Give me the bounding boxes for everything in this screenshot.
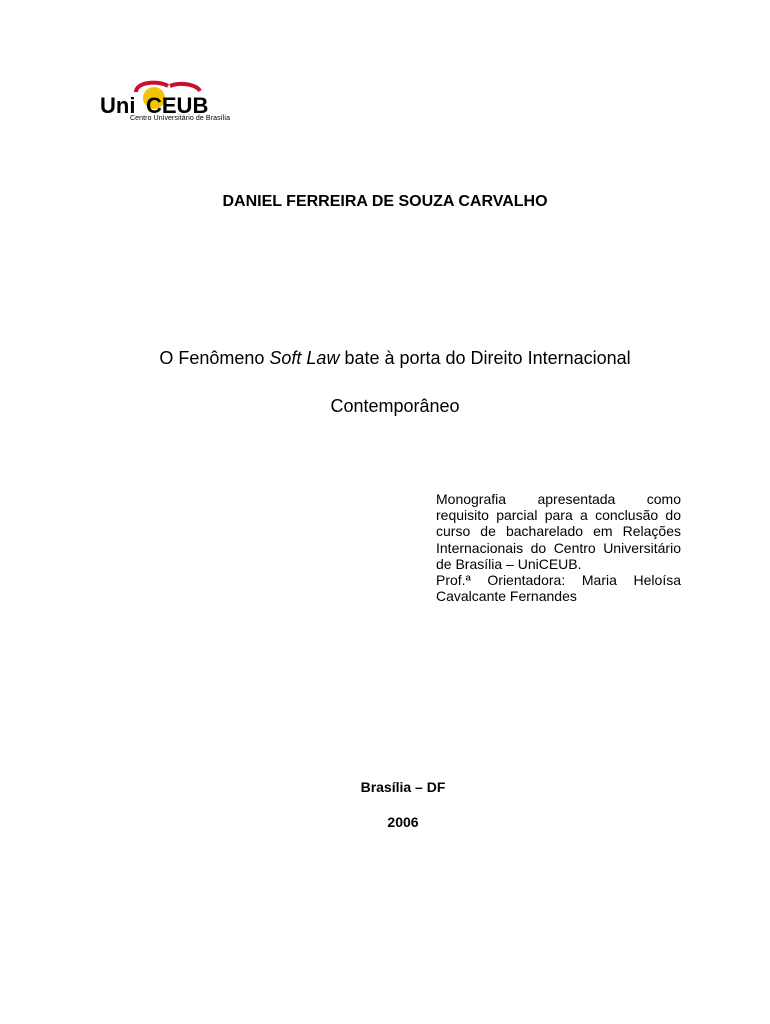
year: 2006 [387,814,419,830]
uniceub-logo [96,78,241,126]
title-part2: bate à porta do Direito Internacional [339,348,631,368]
document-title-line2: Contemporâneo [330,396,460,416]
abstract-advisor: Prof.ª Orientadora: Maria Heloísa Cavalcante Fernandes [436,572,681,605]
title-part1: O Fenômeno [159,348,270,368]
abstract-description: Monografia apresentada como requisito parcial para a conclusão do curso de bacharelado em Relações Internacionais do Centro Universitário de Brasília – UniCEUB. [436,491,681,572]
logo-red-arc-right [170,84,200,91]
logo-wordmark-ceub: CEUB [146,93,209,118]
place: Brasília – DF [360,779,446,795]
title-emphasis: Soft Law [269,348,340,368]
author-name: DANIEL FERREIRA DE SOUZA CARVALHO [222,193,548,210]
abstract-block [436,491,681,604]
logo-wordmark-uni: Uni [100,93,136,118]
document-title [0,346,770,370]
logo-tagline: Centro Universitário de Brasília [130,115,231,122]
